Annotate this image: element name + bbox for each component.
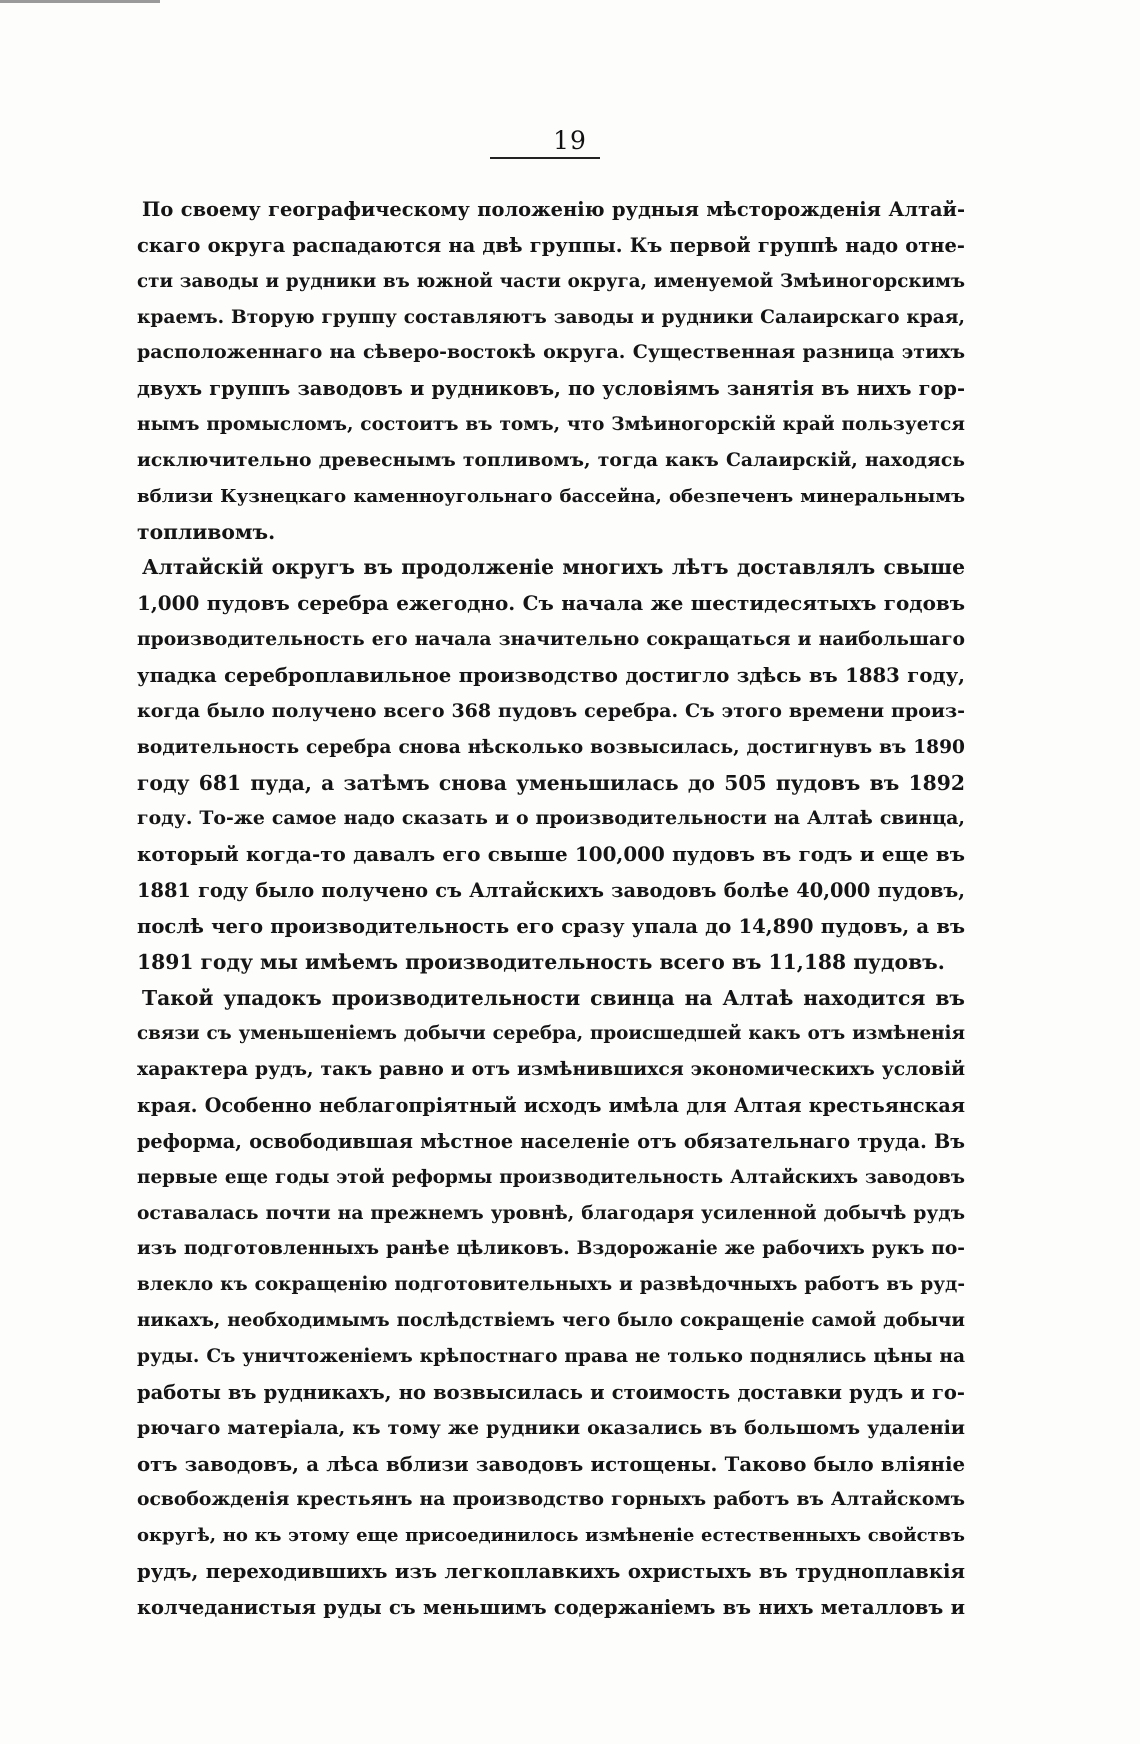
text-line: рючаго матеріала, къ тому же рудники оказались въ большомъ удаленіи — [137, 1416, 965, 1439]
text-line: связи съ уменьшеніемъ добычи серебра, происшедшей какъ отъ измѣненія — [137, 1023, 965, 1045]
text-line: округѣ, но къ этому еще присоединилось измѣненіе естественныхъ свойствъ — [137, 1525, 965, 1547]
text-line: краемъ. Вторую группу составляютъ заводы и рудники Салаирскаго края, — [137, 306, 965, 328]
text-line: производительность его начала значительно сокращаться и наибольшаго — [137, 628, 965, 651]
text-line: рудъ, переходившихъ изъ легкоплавкихъ охристыхъ въ трудноплавкія — [137, 1560, 965, 1584]
text-line: водительность серебра снова нѣсколько возвысилась, достигнувъ въ 1890 — [137, 736, 965, 758]
text-line: По своему географическому положенію рудныя мѣсторожденія Алтай- — [142, 198, 965, 221]
text-line: колчеданистыя руды съ меньшимъ содержаніемъ въ нихъ металловъ и — [137, 1595, 965, 1619]
text-line: отъ заводовъ, а лѣса вблизи заводовъ истощены. Таково было вліяніе — [137, 1451, 965, 1476]
text-line: упадка сереброплавильное производство достигло здѣсь въ 1883 году, — [137, 663, 965, 687]
page-number: 19 — [553, 126, 587, 155]
text-line: двухъ группъ заводовъ и рудниковъ, по условіямъ занятія въ нихъ гор- — [137, 377, 965, 401]
text-line: который когда-то давалъ его свыше 100,000 пудовъ въ годъ и еще въ — [137, 842, 965, 867]
text-line: топливомъ. — [137, 519, 276, 544]
text-line: 1,000 пудовъ серебра ежегодно. Съ начала же шестидесятыхъ годовъ — [137, 591, 965, 616]
text-line: влекло къ сокращенію подготовительныхъ и развѣдочныхъ работъ въ руд- — [137, 1274, 965, 1296]
text-line: скаго округа распадаются на двѣ группы. Къ первой группѣ надо отне- — [137, 233, 965, 257]
scan-edge-mark — [0, 0, 160, 3]
text-line: изъ подготовленныхъ ранѣе цѣликовъ. Вздорожаніе же рабочихъ рукъ по- — [137, 1238, 965, 1260]
text-line: послѣ чего производительность его сразу упала до 14,890 пудовъ, а въ — [137, 914, 965, 938]
text-line: руды. Съ уничтоженіемъ крѣпостнаго права не только поднялись цѣны на — [137, 1346, 965, 1367]
text-line: никахъ, необходимымъ послѣдствіемъ чего было сокращеніе самой добычи — [137, 1310, 965, 1332]
text-line: первые еще годы этой реформы производительность Алтайскихъ заводовъ — [137, 1166, 965, 1188]
text-line: Такой упадокъ производительности свинца на Алтаѣ находится въ — [142, 985, 965, 1010]
text-line: нымъ промысломъ, состоитъ въ томъ, что Змѣиногорскій край пользуется — [137, 414, 965, 436]
text-line: году 681 пуда, а затѣмъ снова уменьшилась до 505 пудовъ въ 1892 — [137, 770, 965, 795]
text-line: оставалась почти на прежнемъ уровнѣ, благодаря усиленной добычѣ рудъ — [137, 1201, 965, 1224]
page-number-rule — [490, 157, 600, 159]
text-line: вблизи Кузнецкаго каменноугольнаго бассейна, обезпеченъ минеральнымъ — [137, 485, 965, 507]
text-line: Алтайскій округъ въ продолженіе многихъ лѣтъ доставлялъ свыше — [142, 555, 965, 580]
text-line: сти заводы и рудники въ южной части округа, именуемой Змѣиногорскимъ — [137, 270, 965, 292]
text-line: края. Особенно неблагопріятный исходъ имѣла для Алтая крестьянская — [137, 1094, 965, 1118]
text-line: расположеннаго на сѣверо-востокѣ округа. Существенная разница этихъ — [137, 341, 965, 364]
text-line: 1881 году было получено съ Алтайскихъ заводовъ болѣе 40,000 пудовъ, — [137, 879, 965, 903]
text-line: характера рудъ, такъ равно и отъ измѣнившихся экономическихъ условій — [137, 1058, 965, 1081]
text-line: году. То-же самое надо сказать и о производительности на Алтаѣ свинца, — [137, 807, 965, 830]
text-line: 1891 году мы имѣемъ производительность всего въ 11,188 пудовъ. — [137, 949, 945, 974]
text-line: исключительно древеснымъ топливомъ, тогда какъ Салаирскій, находясь — [137, 448, 965, 471]
text-line: освобожденія крестьянъ на производство горныхъ работъ въ Алтайскомъ — [137, 1488, 965, 1511]
text-line: когда было получено всего 368 пудовъ серебра. Съ этого времени произ- — [137, 699, 965, 722]
text-line: реформа, освободившая мѣстное населеніе отъ обязательнаго труда. Въ — [137, 1129, 965, 1153]
body-text — [137, 192, 965, 1626]
text-line: работы въ рудникахъ, но возвысилась и стоимость доставки рудъ и го- — [137, 1380, 965, 1404]
